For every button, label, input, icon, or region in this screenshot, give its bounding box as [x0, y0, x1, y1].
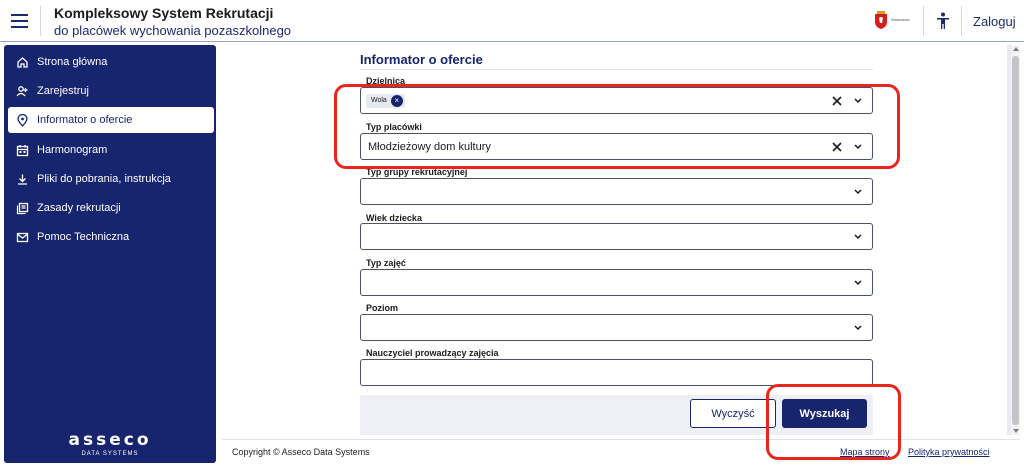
copyright-text: Copyright © Asseco Data Systems [232, 447, 370, 457]
chip-label: Wola [371, 97, 387, 104]
clear-icon[interactable] [832, 142, 842, 152]
mail-icon [16, 231, 29, 244]
header-divider [961, 6, 962, 36]
sidebar-item-support[interactable] [8, 224, 214, 250]
facility-type-value: Młodzieżowy dom kultury [368, 141, 491, 153]
app-title: Kompleksowy System Rekrutacji [54, 5, 274, 21]
logo-sub-text: DATA SYSTEMS [81, 451, 139, 457]
sitemap-link[interactable]: Mapa strony [840, 447, 890, 457]
scroll-up-icon[interactable] [1013, 47, 1019, 51]
sidebar-item-offer-info[interactable] [8, 107, 214, 133]
chip-remove-icon[interactable]: × [391, 95, 403, 107]
menu-icon[interactable] [11, 14, 28, 28]
level-select[interactable] [360, 314, 873, 341]
app-header [0, 0, 1024, 42]
sidebar-item-label: Pomoc Techniczna [37, 231, 130, 243]
clear-icon[interactable] [832, 96, 842, 106]
sidebar-item-label: Harmonogram [37, 144, 108, 156]
calendar-icon [16, 144, 29, 157]
clear-button[interactable]: Wyczyść [690, 399, 776, 428]
login-button[interactable]: Zaloguj [973, 14, 1016, 29]
crest-label: Warszawa [891, 17, 910, 22]
chevron-down-icon[interactable] [854, 325, 862, 331]
scroll-down-icon[interactable] [1013, 429, 1019, 433]
warsaw-crest-icon[interactable] [874, 11, 888, 29]
facility-type-select[interactable] [360, 133, 873, 160]
child-age-label: Wiek dziecka [366, 213, 422, 223]
sidebar-item-rules[interactable] [8, 195, 214, 221]
header-divider [923, 6, 924, 36]
chevron-down-icon[interactable] [854, 234, 862, 240]
scroll-thumb[interactable] [1012, 56, 1019, 425]
sidebar-item-label: Strona główna [37, 56, 108, 68]
download-icon [16, 173, 29, 186]
footer [222, 439, 1020, 463]
teacher-input[interactable] [360, 359, 873, 386]
activity-type-label: Typ zajęć [366, 258, 406, 268]
level-label: Poziom [366, 303, 399, 313]
library-icon [16, 202, 29, 215]
recruitment-group-label: Typ grupy rekrutacyjnej [366, 167, 468, 177]
facility-type-label: Typ placówki [366, 122, 422, 132]
chevron-down-icon[interactable] [854, 144, 862, 150]
search-button[interactable]: Wyszukaj [782, 399, 867, 428]
asseco-logo [4, 430, 216, 457]
sidebar-item-label: Pliki do pobrania, instrukcja [37, 173, 171, 185]
search-form-panel [222, 45, 1007, 435]
sidebar-item-register[interactable] [8, 78, 214, 104]
chevron-down-icon[interactable] [854, 98, 862, 104]
user-add-icon [16, 85, 29, 98]
district-chip [366, 94, 405, 108]
activity-type-select[interactable] [360, 269, 873, 296]
chevron-down-icon[interactable] [854, 280, 862, 286]
recruitment-group-select[interactable] [360, 178, 873, 205]
district-select[interactable] [360, 87, 873, 114]
sidebar-item-label: Zarejestruj [37, 85, 89, 97]
sidebar-item-downloads[interactable] [8, 166, 214, 192]
main-content [222, 45, 1020, 435]
header-divider [40, 6, 41, 36]
logo-main-text: asseco [68, 430, 152, 450]
privacy-link[interactable]: Polityka prywatności [908, 447, 990, 457]
sidebar-item-schedule[interactable] [8, 137, 214, 163]
title-divider [360, 69, 873, 70]
sidebar [4, 45, 216, 463]
location-pin-icon [16, 114, 29, 127]
scrollbar[interactable] [1011, 45, 1020, 435]
sidebar-item-home[interactable] [8, 49, 214, 75]
chevron-down-icon[interactable] [854, 189, 862, 195]
sidebar-item-label: Informator o ofercie [37, 114, 133, 126]
accessibility-icon[interactable] [936, 12, 950, 30]
child-age-select[interactable] [360, 223, 873, 250]
home-icon [16, 56, 29, 69]
teacher-label: Nauczyciel prowadzący zajęcia [366, 348, 499, 358]
app-subtitle: do placówek wychowania pozaszkolnego [54, 23, 292, 38]
district-label: Dzielnica [366, 76, 406, 86]
page-title: Informator o ofercie [360, 52, 483, 67]
sidebar-item-label: Zasady rekrutacji [37, 202, 121, 214]
